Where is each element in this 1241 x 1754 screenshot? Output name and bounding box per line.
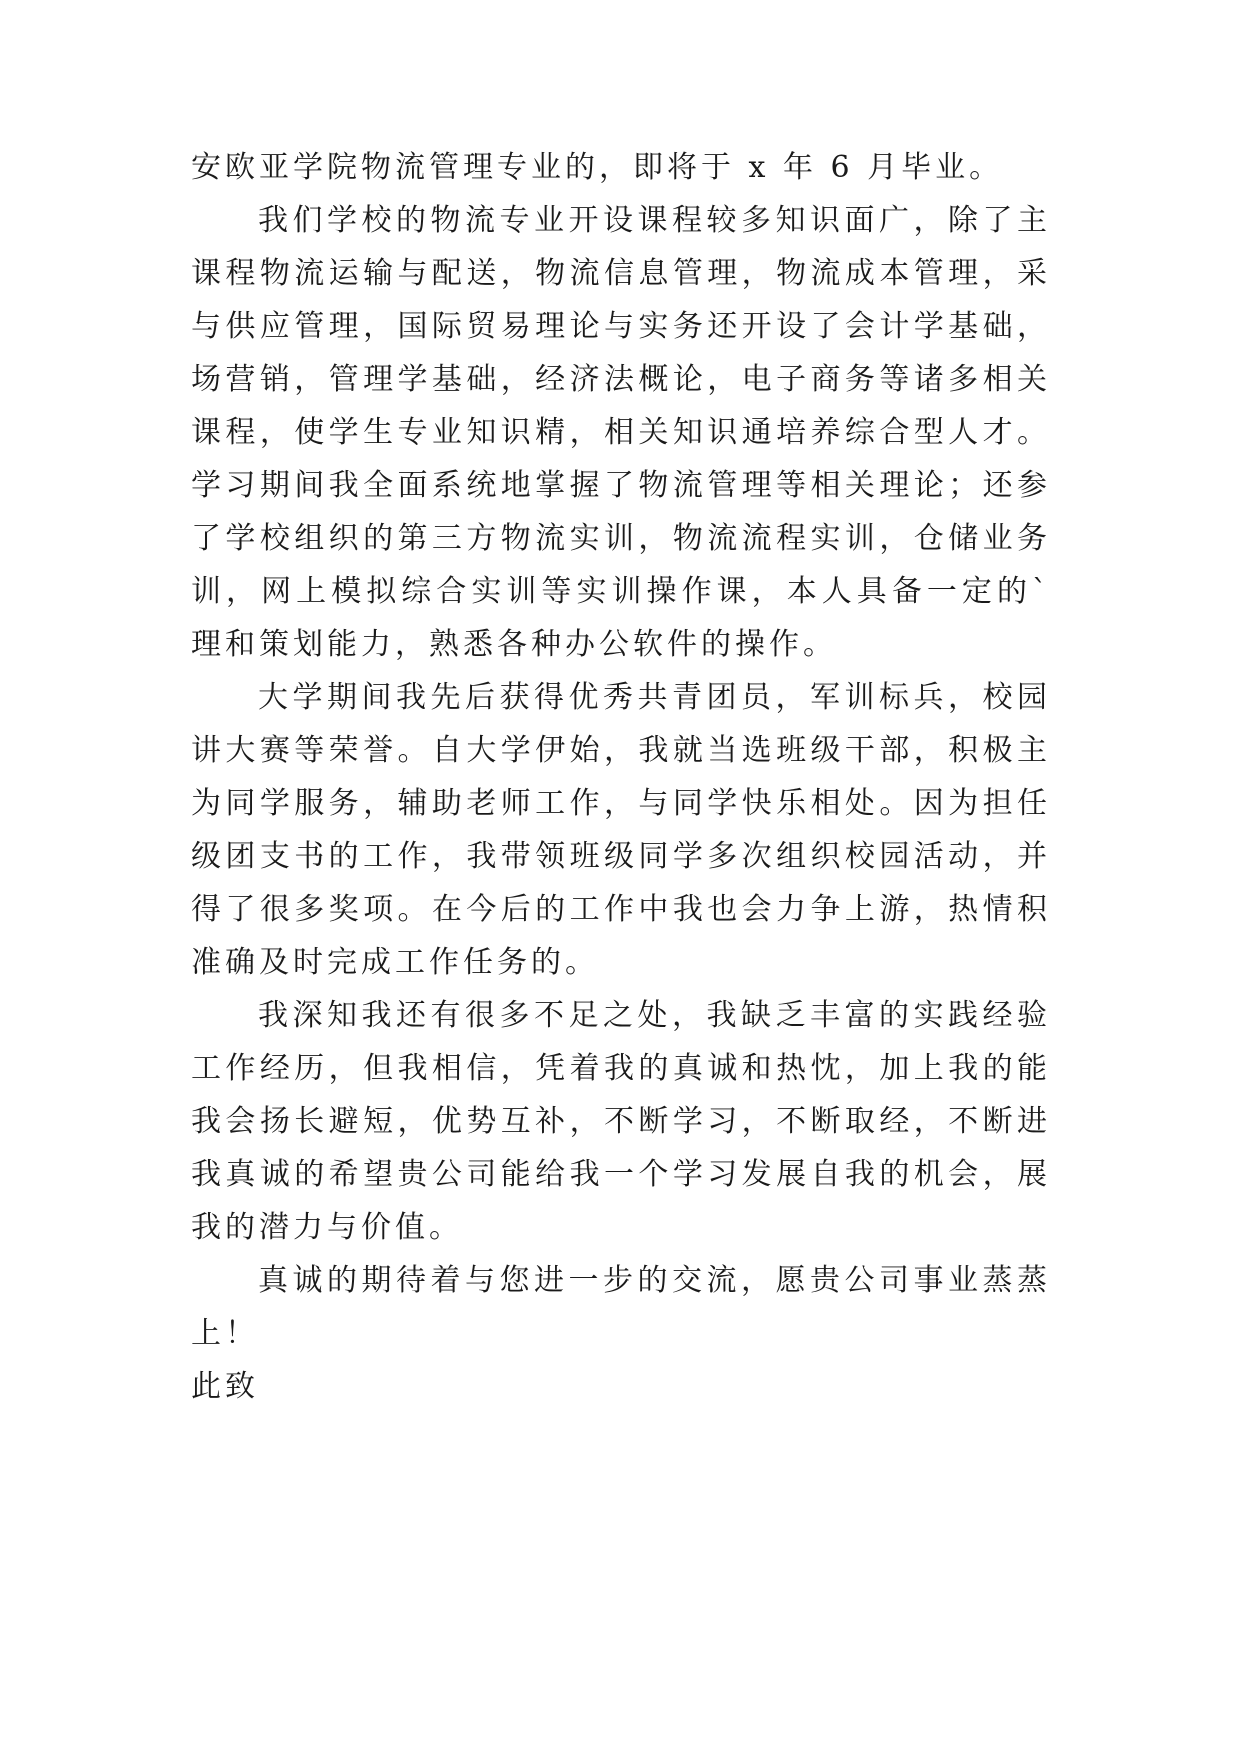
- paragraph-line: 课程，使学生专业知识精，相关知识通培养综合型人才。: [191, 415, 1051, 450]
- paragraph-line: 真诚的期待着与您进一步的交流，愿贵公司事业蒸蒸: [258, 1263, 1051, 1298]
- paragraph-line: 得了很多奖项。在今后的工作中我也会力争上游，热情积: [191, 892, 1051, 927]
- paragraph-line: 我的潜力与价值。: [191, 1210, 463, 1245]
- paragraph-line: 我会扬长避短，优势互补，不断学习，不断取经，不断进: [191, 1104, 1051, 1139]
- paragraph-line: 理和策划能力，熟悉各种办公软件的操作。: [191, 627, 837, 662]
- paragraph-line: 大学期间我先后获得优秀共青团员，军训标兵，校园: [258, 680, 1051, 715]
- paragraph-line: 课程物流运输与配送，物流信息管理，物流成本管理，采: [191, 256, 1051, 291]
- paragraph-line: 了学校组织的第三方物流实训，物流流程实训，仓储业务: [191, 521, 1051, 556]
- paragraph-line: 级团支书的工作，我带领班级同学多次组织校园活动，并: [191, 839, 1051, 874]
- paragraph-line: 我深知我还有很多不足之处，我缺乏丰富的实践经验: [258, 998, 1051, 1033]
- paragraph-line: 场营销，管理学基础，经济法概论，电子商务等诸多相关: [191, 362, 1051, 397]
- paragraph-line: 准确及时完成工作任务的。: [191, 945, 599, 980]
- paragraph-line: 安欧亚学院物流管理专业的，即将于 x 年 6 月毕业。: [191, 150, 1004, 185]
- closing-salutation: 此致: [191, 1369, 259, 1404]
- paragraph-line: 学习期间我全面系统地掌握了物流管理等相关理论；还参: [191, 468, 1051, 503]
- paragraph-line: 讲大赛等荣誉。自大学伊始，我就当选班级干部，积极主: [191, 733, 1051, 768]
- paragraph-line: 训，网上模拟综合实训等实训操作课，本人具备一定的`: [191, 574, 1051, 609]
- paragraph-line: 为同学服务，辅助老师工作，与同学快乐相处。因为担任: [191, 786, 1051, 821]
- paragraph-line: 上！: [191, 1316, 259, 1351]
- paragraph-line: 工作经历，但我相信，凭着我的真诚和热忱，加上我的能: [191, 1051, 1051, 1086]
- paragraph-line: 与供应管理，国际贸易理论与实务还开设了会计学基础，: [191, 309, 1051, 344]
- paragraph-line: 我们学校的物流专业开设课程较多知识面广，除了主: [258, 203, 1051, 238]
- paragraph-line: 我真诚的希望贵公司能给我一个学习发展自我的机会，展: [191, 1157, 1051, 1192]
